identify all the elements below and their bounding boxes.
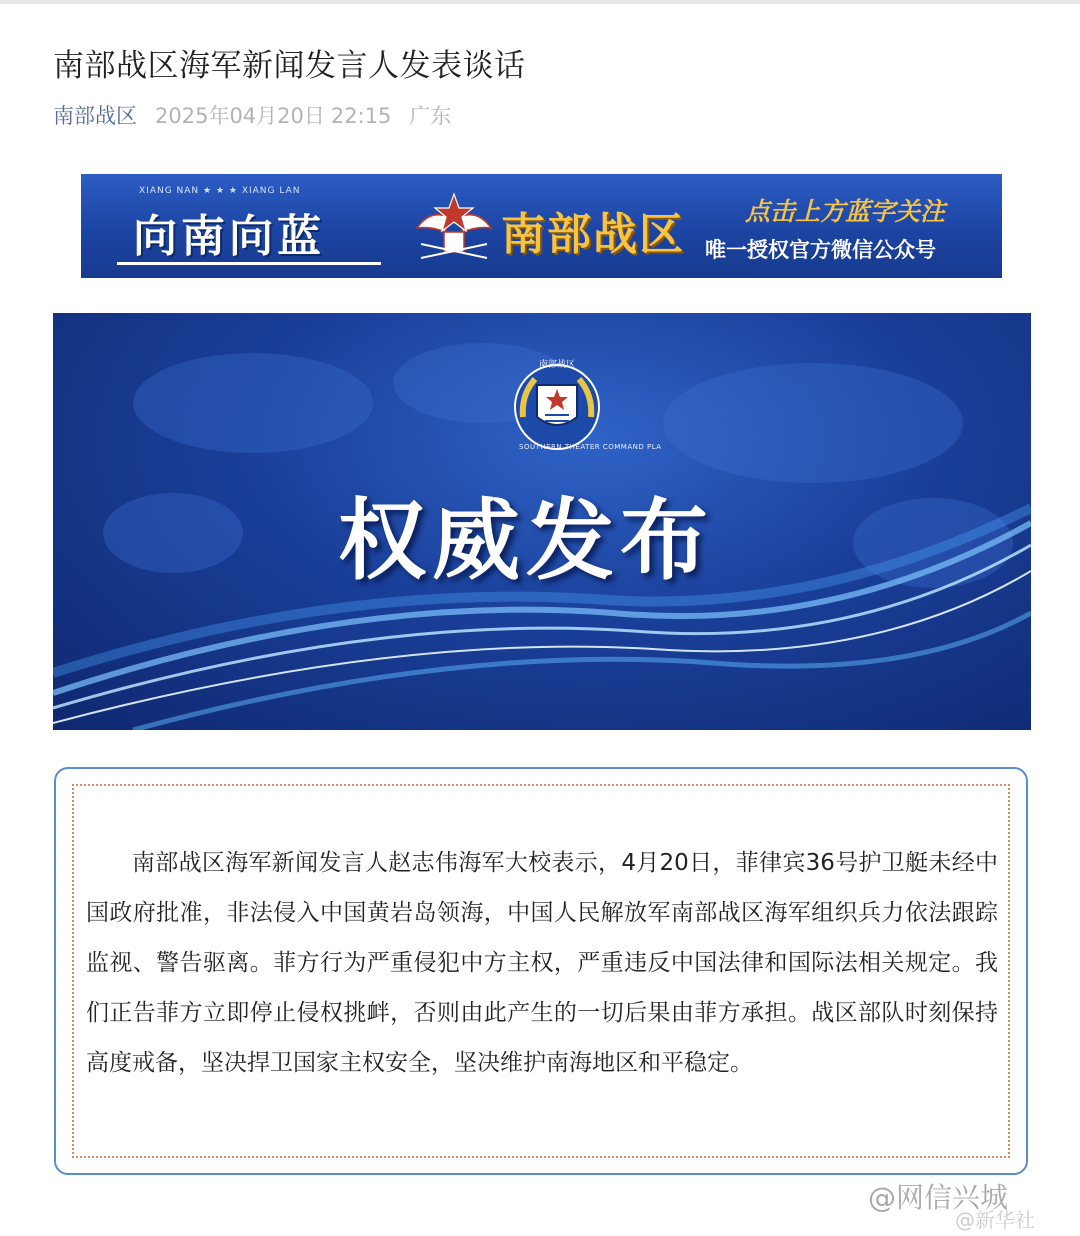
hero-title: 权威发布 [338, 488, 715, 592]
watermark-sub: @新华社 [955, 1208, 1035, 1232]
watermark-main: @网信兴城 [868, 1181, 1009, 1214]
emblem-caption: SOUTHERN THEATER COMMAND PLA [519, 443, 662, 451]
publish-time: 22:15 [330, 104, 392, 128]
emblem-top-text: 南部战区 [538, 360, 576, 370]
banner-auth-note: 唯一授权官方微信公众号 [705, 238, 936, 262]
statement-text: 南部战区海军新闻发言人赵志伟海军大校表示，4月20日，菲律宾36号护卫艇未经中国政府批准，非法侵入中国黄岩岛领海，中国人民解放军南部战区海军组织兵力依法跟踪监视、警告驱离。菲方行为严重侵犯中方主权，严重违反中国法律和国际法相关规定。我们正告菲方立即停止侵权挑衅，否则由此产生的一切后果由菲方承担。战区部队时刻保持高度戒备，坚决捍卫国家主权安全，坚决维护南海地区和平稳定。 [86, 850, 998, 1076]
publish-location: 广东 [409, 104, 452, 128]
army-badge-icon [411, 188, 497, 266]
statement-dotted-frame [72, 784, 1010, 1158]
account-name-link[interactable]: 南部战区 [53, 104, 137, 128]
article-meta [53, 100, 451, 130]
hero-image [53, 313, 1031, 730]
banner-stars-line: XIANG NAN ★ ★ ★ XIANG LAN [139, 186, 301, 196]
banner-cta: 点击上方蓝字关注 [745, 197, 946, 226]
statement-box [54, 767, 1028, 1175]
banner-slogan: 向南向蓝 [133, 211, 325, 262]
navy-emblem-icon [505, 355, 609, 453]
top-divider [0, 0, 1080, 4]
slogan-underline [117, 262, 381, 265]
follow-banner[interactable] [81, 174, 1002, 278]
article-title: 南部战区海军新闻发言人发表谈话 [53, 48, 526, 84]
banner-brand: 南部战区 [501, 209, 685, 260]
publish-date: 2025年04月20日 [155, 104, 325, 128]
